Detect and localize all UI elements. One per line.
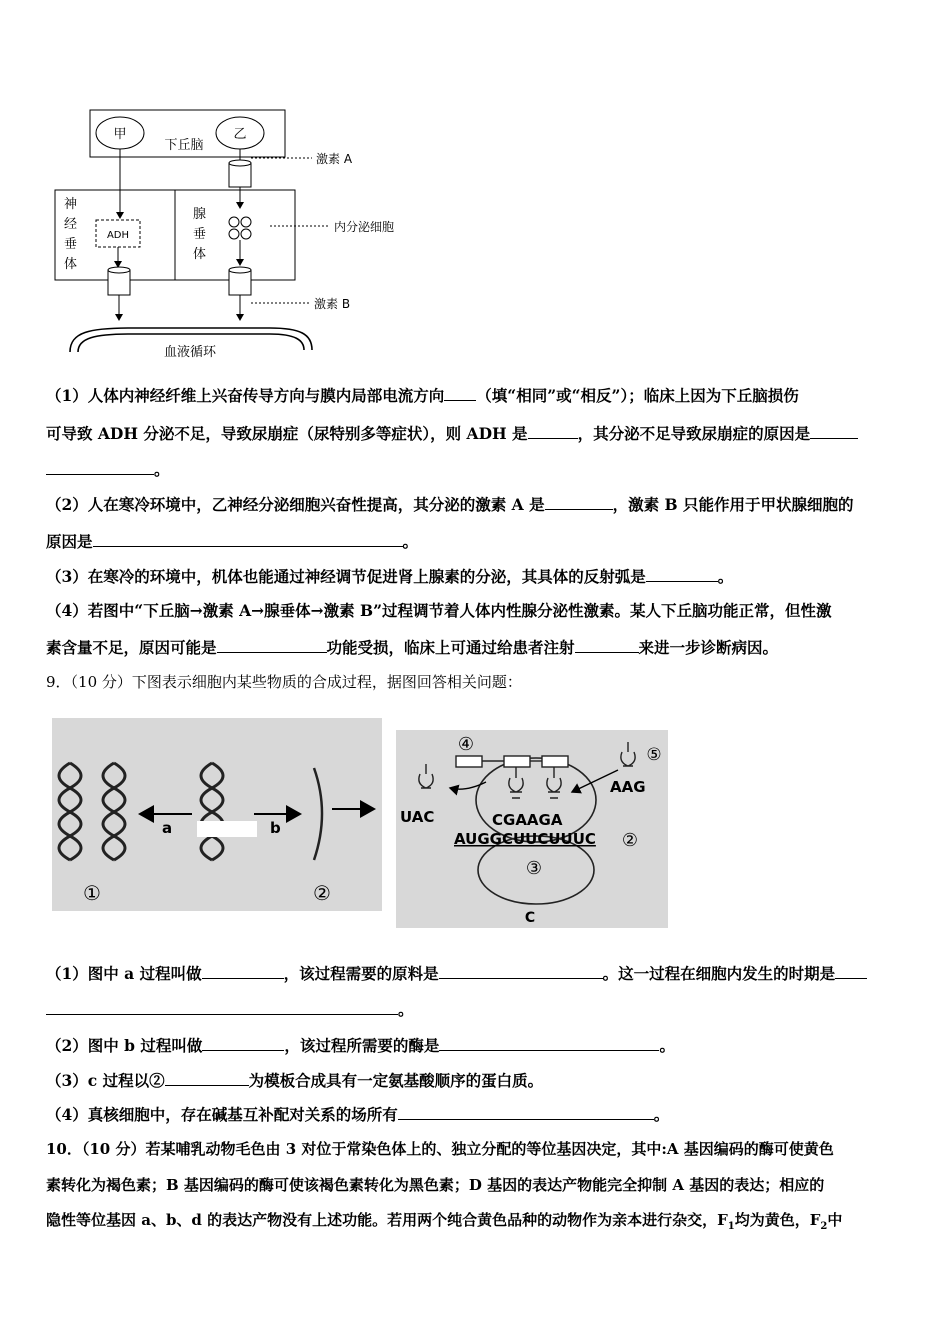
q9-blank-3-cont[interactable] [46,998,398,1015]
svg-text:腺: 腺 [193,207,207,222]
adeno-pituitary-label [193,207,206,262]
q10-line-2: 素转化为褐色素；B 基因编码的酶可使该褐色素转化为黑色素；D 基因的表达产物能完全抑制 A 基因的表达；相应的 [46,1176,825,1194]
label-circle-1: ① [83,881,101,905]
label-circle-2b: ② [621,830,639,851]
q9-line-1: （1）图中 a 过程叫做 ，该过程需要的原料是 。这一过程在细胞内发生的时期是 [46,962,908,985]
label-c: C [524,910,536,926]
neuron-yi-label: 乙 [233,127,247,142]
translation-figure [396,730,668,928]
q10-line-1: 10．（10 分）若某哺乳动物毛色由 3 对位于常染色体上的、独立分配的等位基因决定，其中:A 基因编码的酶可使黄色 [46,1140,834,1158]
label-a: a [162,819,173,837]
q9-line-3: （2）图中 b 过程叫做 ，该过程所需要的酶是 。 [46,1036,675,1055]
hormone-a-vessel [229,160,251,187]
q9-heading: 9．（10 分）下图表示细胞内某些物质的合成过程，据图回答相关问题： [46,673,522,691]
neuro-pituitary-label [64,196,77,272]
q9-blank-5[interactable] [439,1034,659,1051]
q9-blank-3[interactable] [835,962,867,979]
q9-blank-4[interactable] [202,1034,284,1051]
q9-blank-1[interactable] [202,962,284,979]
svg-text:神: 神 [64,197,78,212]
smudge [197,821,257,837]
q9-line-2: 。 [46,998,908,1021]
q9-line-5: （4）真核细胞中，存在碱基互补配对关系的场所有 。 [46,1105,670,1124]
svg-text:经: 经 [64,217,78,232]
q8-line-8: 素含量不足，原因可能是 功能受损，临床上可通过给患者注射 来进一步诊断病因。 [46,638,779,657]
adh-vessel [108,267,130,295]
anticodon-aag: AAG [610,778,646,796]
anticodon-cgaaga: CGAAGA [492,811,563,829]
q8-blank-8[interactable] [575,636,639,653]
q8-line-2: 可导致 ADH 分泌不足，导致尿崩症（尿特别多等症状），则 ADH 是 ，其分泌不足导致尿崩症的原因是 [46,422,908,445]
q9-blank-2[interactable] [439,962,603,979]
q8-blank-3[interactable] [810,422,858,439]
q10-line-3: 隐性等位基因 a、b、d 的表达产物没有上述功能。若用两个纯合黄色品种的动物作为亲本进行杂交，$F_1$均为黄色，$F_2$中 [46,1211,843,1232]
adh-label: ADH [106,230,130,241]
endocrine-cells [229,217,251,239]
q8-blank-6[interactable] [646,565,718,582]
q9-line-4: （3）c 过程以② 为模板合成具有一定氨基酸顺序的蛋白质。 [46,1071,544,1090]
label-circle-3: ③ [525,858,543,879]
neuron-jia-label: 甲 [113,127,127,142]
peptide-chain-4 [456,756,568,767]
hormone-b-vessel [229,267,251,295]
q8-blank-4[interactable] [545,493,613,510]
q9-blank-7[interactable] [398,1103,654,1120]
hypothalamus-label: 下丘脑 [164,138,204,153]
q8-blank-5[interactable] [93,530,403,547]
mrna-sequence: AUGGCUUCUUUC [454,830,596,848]
q8-blank-1[interactable] [444,384,476,401]
q8-line-5: 原因是 。 [46,532,419,551]
q8-line-1: （1）人体内神经纤维上兴奋传导方向与膜内局部电流方向 （填“相同”或“相反”）；临床上因为下丘脑损伤 [46,386,799,405]
hypothalamus-pituitary-diagram [40,100,440,370]
q8-blank-2[interactable] [528,422,578,439]
q9-blank-6[interactable] [165,1069,249,1086]
q8-line-7: （4）若图中“下丘脑→激素 A→腺垂体→激素 B”过程调节着人体内性腺分泌性激素。某人下丘脑功能正常，但性激 [46,601,832,620]
label-circle-4: ④ [457,734,475,755]
q8-line-4: （2）人在寒冷环境中，乙神经分泌细胞兴奋性提高，其分泌的激素 A 是 ，激素 B 只能作用于甲状腺细胞的 [46,495,854,514]
svg-text:体: 体 [64,257,78,272]
blood-circulation-label: 血液循环 [163,345,217,360]
svg-text:垂: 垂 [64,237,78,252]
hormone-b-label: 激素 B [314,297,351,311]
q8-line-6: （3）在寒冷的环境中，机体也能通过神经调节促进肾上腺素的分泌，其具体的反射弧是 。 [46,567,734,586]
dna-process-figure [52,718,382,911]
q8-blank-7[interactable] [217,636,327,653]
svg-text:垂: 垂 [193,227,207,242]
hormone-a-label: 激素 A [316,152,353,166]
q8-blank-3-cont[interactable] [46,458,154,475]
anticodon-uac: UAC [400,808,435,826]
svg-text:体: 体 [193,247,207,262]
endocrine-cell-label: 内分泌细胞 [334,220,395,234]
label-circle-5: ⑤ [646,745,662,765]
label-circle-2: ② [313,881,331,905]
q8-line-3: 。 [46,458,908,481]
label-b: b [270,819,281,837]
